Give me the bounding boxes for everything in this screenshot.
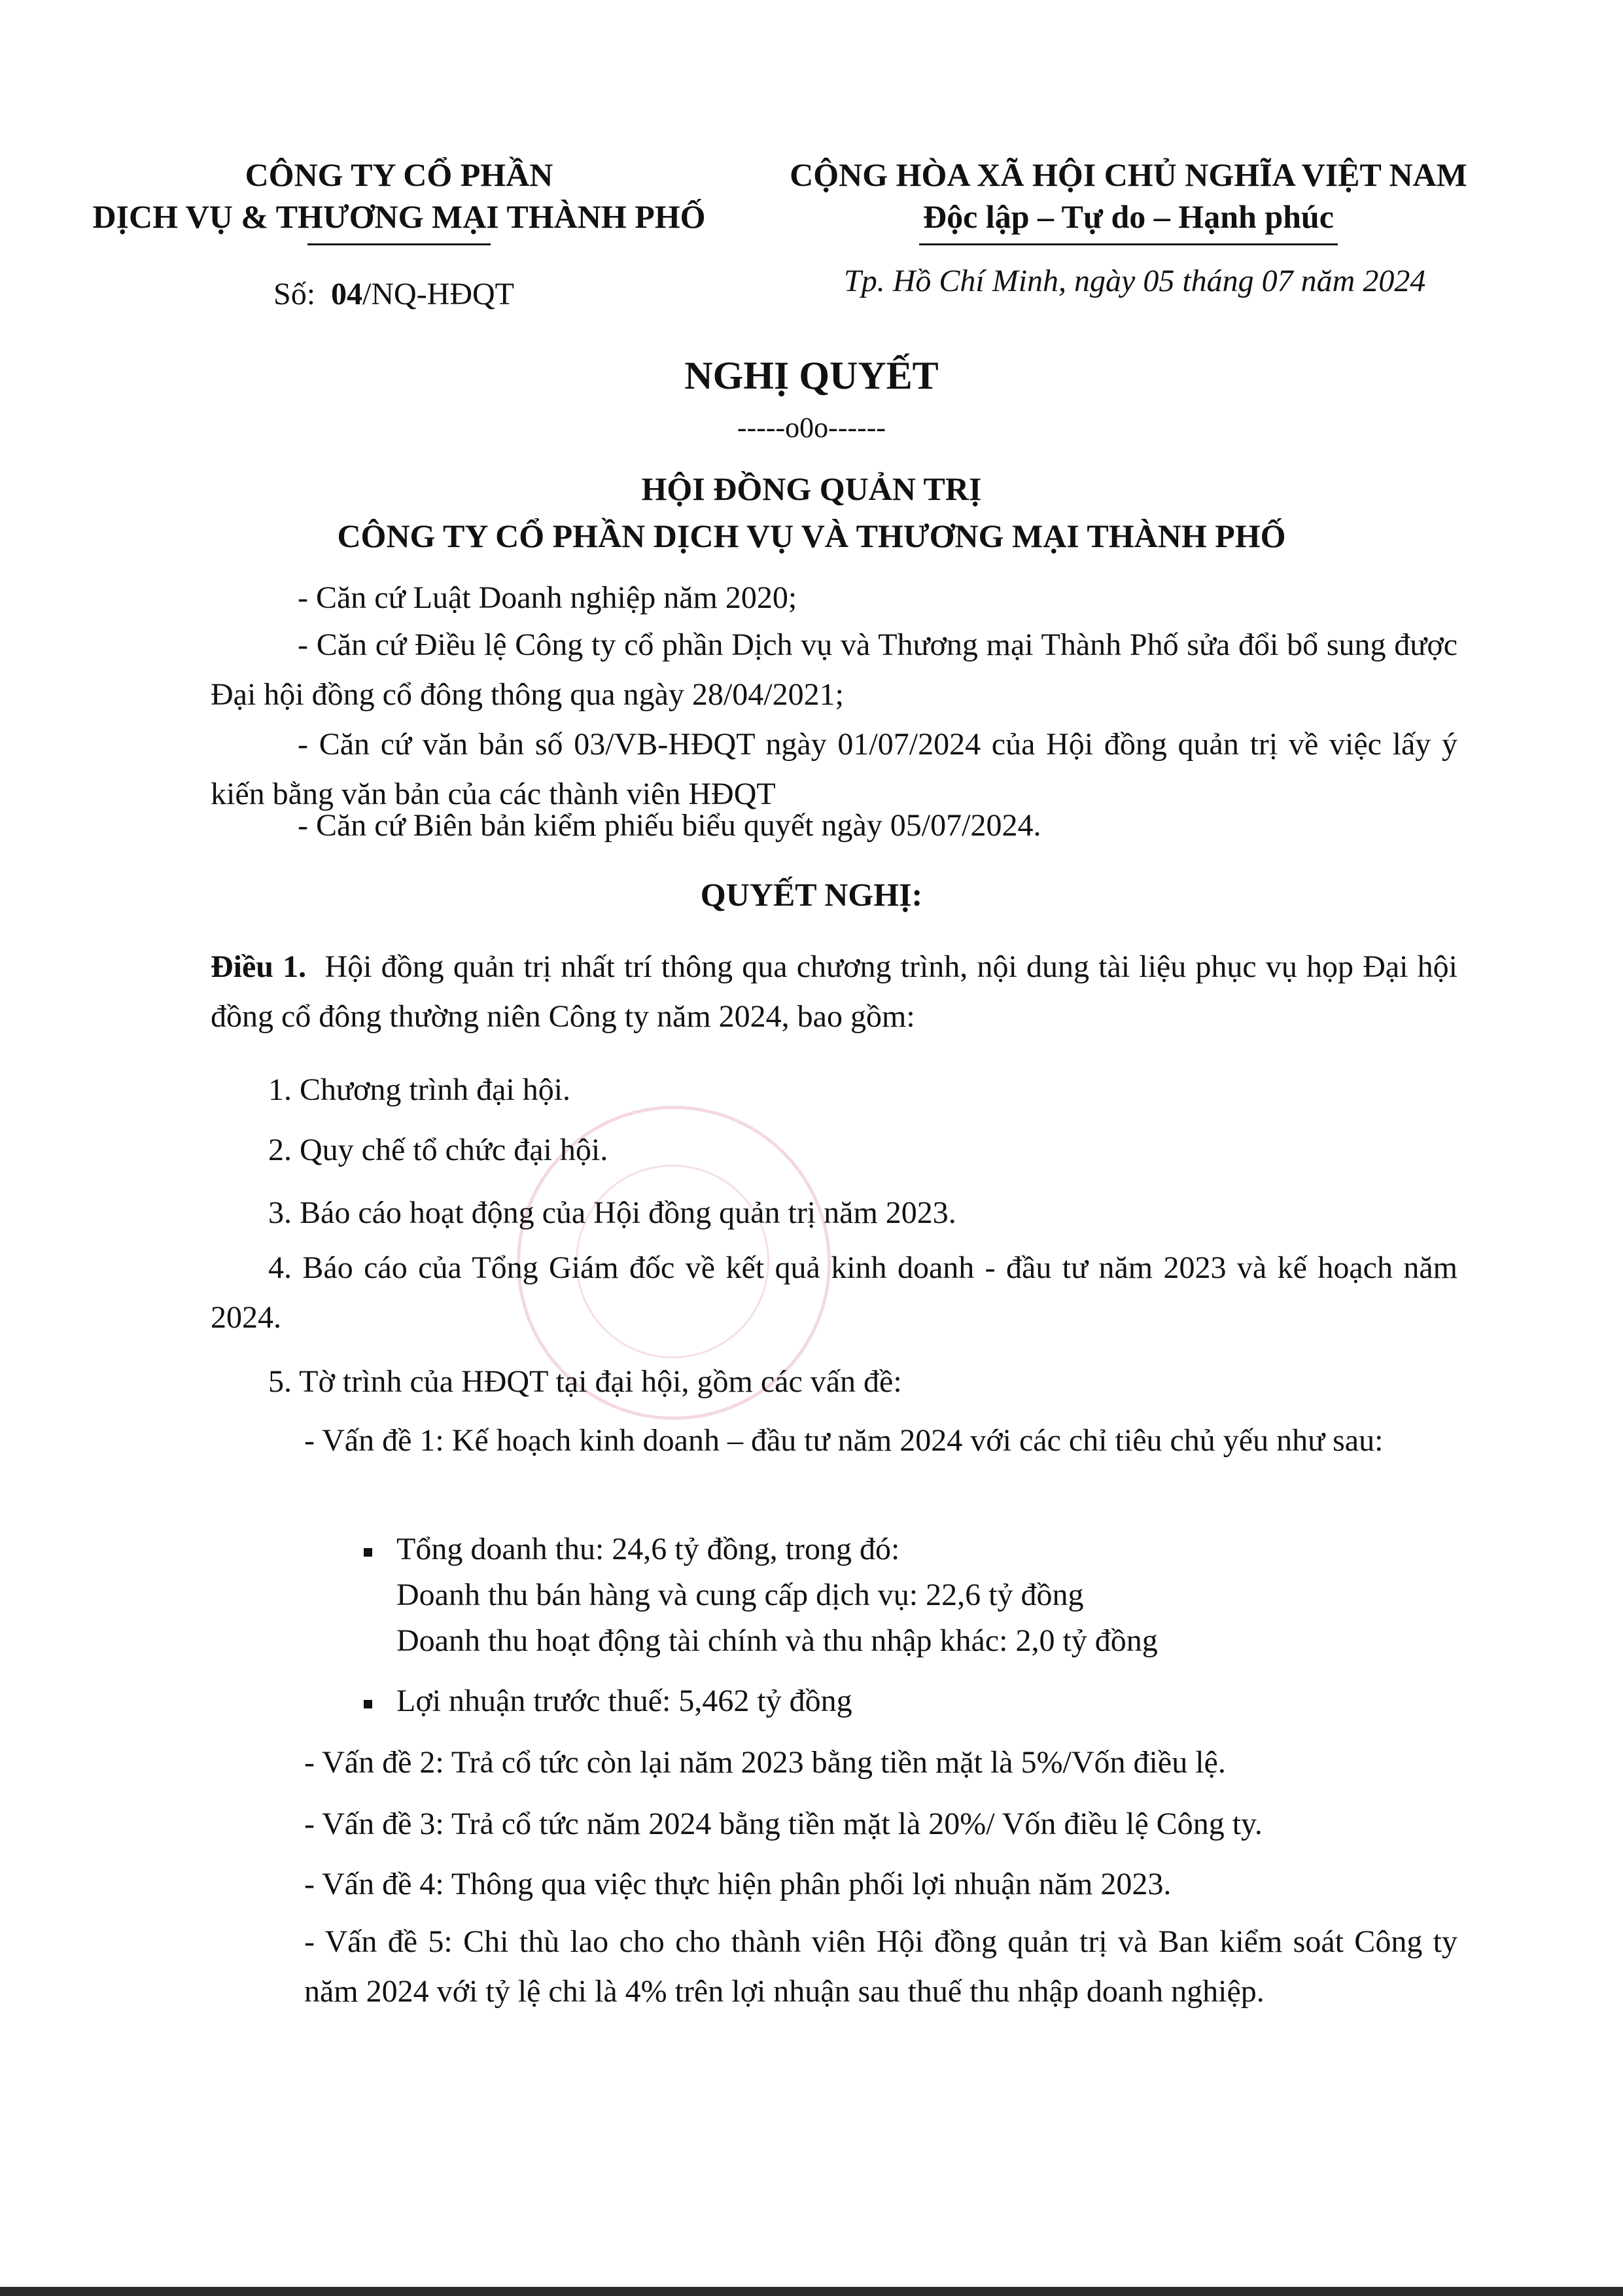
- document-number: [273, 276, 514, 312]
- article-1-label: Điều 1.: [211, 949, 307, 984]
- issue-2: - Vấn đề 2: Trả cổ tức còn lại năm 2023 bằng tiền mặt là 5%/Vốn điều lệ.: [304, 1745, 1226, 1780]
- profit-before-tax: Lợi nhuận trước thuế: 5,462 tỷ đồng: [396, 1684, 852, 1718]
- issue-5: - Vấn đề 5: Chi thù lao cho cho thành viên Hội đồng quản trị và Ban kiểm soát Công ty năm 2024 với tỷ lệ chi là 4% trên lợi nhuận sau thuế thu nhập doanh nghiệp.: [304, 1924, 1457, 2009]
- agenda-item: 3. Báo cáo hoạt động của Hội đồng quản trị năm 2023.: [268, 1195, 956, 1230]
- issue-1-text: - Vấn đề 1: Kế hoạch kinh doanh – đầu tư năm 2024 với các chỉ tiêu chủ yếu như sau:: [304, 1423, 1384, 1458]
- legal-basis-item: - Căn cứ Luật Doanh nghiệp năm 2020;: [298, 580, 797, 615]
- legal-basis-item: - Căn cứ văn bản số 03/VB-HĐQT ngày 01/07/2024 của Hội đồng quản trị về việc lấy ý kiến bằng văn bản của các thành viên HĐQT: [211, 727, 1457, 811]
- company-name-line1: CÔNG TY CỔ PHẦN: [245, 156, 553, 193]
- national-motto: Độc lập – Tự do – Hạnh phúc: [923, 198, 1334, 235]
- bullet-square-icon: [364, 1700, 372, 1708]
- company-underline: [307, 243, 491, 245]
- document-number-value: 04: [331, 277, 363, 311]
- resolution-heading: QUYẾT NGHỊ:: [700, 876, 923, 913]
- company-name-line2: DỊCH VỤ & THƯƠNG MẠI THÀNH PHỐ: [92, 198, 706, 235]
- agenda-item: 5. Tờ trình của HĐQT tại đại hội, gồm các vấn đề:: [268, 1364, 902, 1399]
- issue-4: - Vấn đề 4: Thông qua việc thực hiện phân phối lợi nhuận năm 2023.: [304, 1867, 1172, 1901]
- issuer-line2: CÔNG TY CỔ PHẦN DỊCH VỤ VÀ THƯƠNG MẠI THÀNH PHỐ: [337, 518, 1286, 554]
- article-1: [211, 942, 1457, 1042]
- bullet-square-icon: [364, 1548, 372, 1557]
- scan-edge: [0, 2287, 1623, 2296]
- agenda-item: 2. Quy chế tổ chức đại hội.: [268, 1133, 608, 1167]
- legal-basis-item: - Căn cứ Điều lệ Công ty cổ phần Dịch vụ và Thương mại Thành Phố sửa đổi bổ sung được Đại hội đồng cổ đông thông qua ngày 28/04/2021;: [211, 627, 1457, 712]
- article-1-text: Hội đồng quản trị nhất trí thông qua chương trình, nội dung tài liệu phục vụ họp Đại hội đồng cổ đông thường niên Công ty năm 2024, bao gồm:: [211, 949, 1458, 1034]
- agenda-item: 1. Chương trình đại hội.: [268, 1072, 571, 1107]
- legal-basis-item: - Căn cứ Biên bản kiểm phiếu biểu quyết ngày 05/07/2024.: [298, 808, 1041, 843]
- title-separator: -----o0o------: [737, 412, 886, 444]
- agenda-item: 4. Báo cáo của Tổng Giám đốc về kết quả kinh doanh - đầu tư năm 2023 và kế hoạch năm 2024.: [211, 1250, 1457, 1335]
- document-type-title: NGHỊ QUYẾT: [684, 354, 939, 397]
- revenue-total: Tổng doanh thu: 24,6 tỷ đồng, trong đó:: [396, 1532, 900, 1566]
- document-number-label: Số:: [273, 277, 316, 311]
- issuer-line1: HỘI ĐỒNG QUẢN TRỊ: [641, 470, 982, 507]
- issue-1: [304, 1416, 1457, 1466]
- national-title: CỘNG HÒA XÃ HỘI CHỦ NGHĨA VIỆT NAM: [790, 156, 1467, 193]
- issue-3: - Vấn đề 3: Trả cổ tức năm 2024 bằng tiền mặt là 20%/ Vốn điều lệ Công ty.: [304, 1807, 1263, 1841]
- document-number-suffix: /NQ-HĐQT: [362, 277, 514, 311]
- motto-underline: [919, 243, 1338, 245]
- revenue-sales: Doanh thu bán hàng và cung cấp dịch vụ: 22,6 tỷ đồng: [396, 1578, 1084, 1612]
- place-and-date: Tp. Hồ Chí Minh, ngày 05 tháng 07 năm 2024: [844, 264, 1426, 298]
- revenue-financial: Doanh thu hoạt động tài chính và thu nhập khác: 2,0 tỷ đồng: [396, 1623, 1158, 1658]
